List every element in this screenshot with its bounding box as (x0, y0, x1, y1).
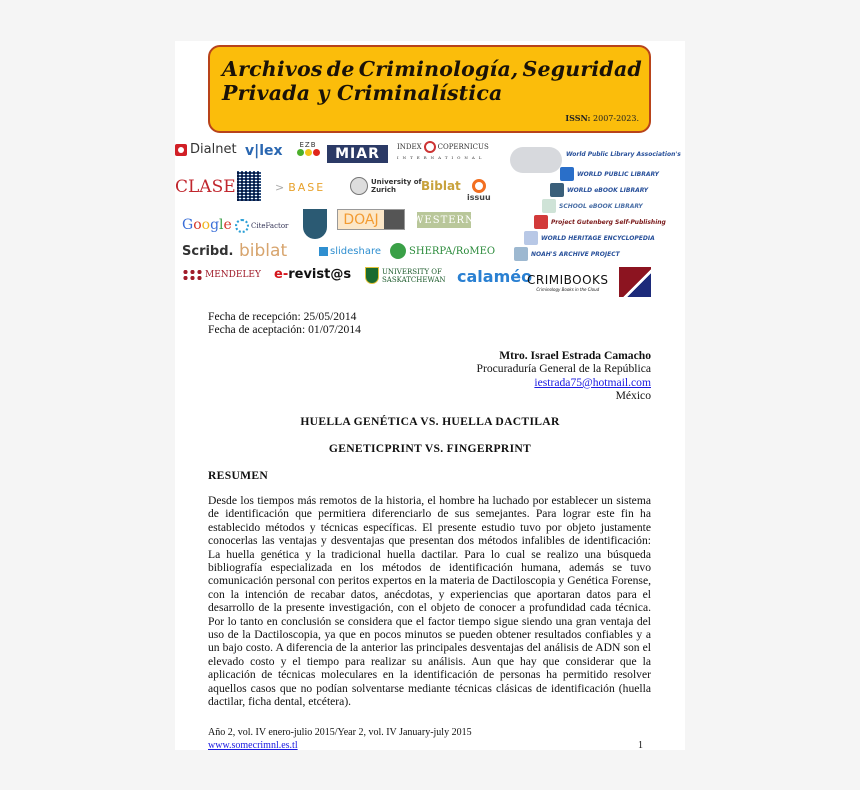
slideshare-label: slideshare (330, 246, 381, 257)
author-email-link[interactable]: iestrada75@hotmail.com (534, 375, 651, 389)
clase-logo: CLASE (175, 177, 236, 197)
wpla-label: WORLD PUBLIC LIBRARY (577, 170, 659, 178)
issn (565, 113, 639, 123)
journal-banner (208, 45, 651, 133)
wpla-label: World Public Library Association's (566, 151, 681, 158)
ezb-label: EZB (299, 141, 317, 149)
calameo-logo: calaméo (457, 267, 533, 286)
journal-title-line2: Privada y Criminalística (222, 81, 503, 105)
article-title-en: GENETICPRINT VS. FINGERPRINT (328, 442, 532, 455)
copernicus-sub: INTERNATIONAL (397, 155, 486, 160)
wpla-label: NOAH'S ARCHIVE PROJECT (531, 250, 620, 258)
author-block (477, 349, 651, 403)
zurich-seal-icon (350, 177, 368, 195)
journal-title-word: Criminología, (358, 57, 519, 81)
wpla-label: Project Gutenberg Self-Publishing (551, 218, 666, 226)
doaj-side-block (384, 210, 404, 229)
received-date: Fecha de recepción: 25/05/2014 (208, 310, 357, 323)
page-footer (208, 726, 651, 752)
traffic-light-icon (297, 149, 320, 156)
base-label: BASE (288, 181, 326, 194)
noahs-ark-icon (514, 247, 528, 261)
issn-label: ISSN: (565, 113, 591, 123)
dialnet-logo (175, 142, 237, 157)
copernicus-label-2: COPERNICUS (437, 143, 489, 151)
dialnet-label: Dialnet (190, 142, 237, 157)
sherpa-icon (390, 243, 406, 259)
mendeley-label: MENDELEY (205, 270, 261, 280)
encyclopedia-icon (524, 231, 538, 245)
mendeley-logo (182, 269, 261, 281)
abstract-heading: RESUMEN (208, 469, 269, 482)
issn-value: 2007-2023. (593, 114, 639, 123)
document-page (175, 41, 685, 750)
issuu-icon (472, 179, 486, 193)
school-icon (542, 199, 556, 213)
author-name: Mtro. Israel Estrada Camacho (499, 349, 651, 362)
western-logo: WESTERN (417, 212, 471, 228)
page-number: 1 (638, 740, 643, 751)
website-link[interactable]: www.somecrimnl.es.tl (208, 740, 298, 751)
crimibooks-tagline: Criminology Books in the Cloud (536, 287, 600, 292)
citefactor-label: CiteFactor (251, 222, 289, 230)
index-copernicus-logo (397, 141, 489, 165)
journal-title (222, 57, 642, 105)
journal-title-word: de (326, 57, 355, 81)
dialnet-icon (175, 144, 187, 156)
wpla-row (542, 199, 643, 213)
ebook-icon (550, 183, 564, 197)
usask-label-2: SASKATCHEWAN (382, 275, 446, 284)
wpla-row (560, 167, 659, 181)
qr-code-icon (237, 171, 261, 201)
biblat-logo-2: biblat (239, 241, 288, 261)
citefactor-icon (235, 219, 249, 233)
college-crest-icon (303, 209, 327, 239)
issuu-logo (467, 179, 491, 202)
accepted-date: Fecha de aceptación: 01/07/2014 (208, 323, 361, 337)
wpla-label: SCHOOL eBOOK LIBRARY (559, 202, 643, 210)
erevistas-label: revist@s (288, 267, 352, 282)
university-saskatchewan-logo (365, 267, 446, 284)
slideshare-icon (319, 247, 328, 256)
library-icon (560, 167, 574, 181)
doaj-logo (337, 209, 405, 230)
vlex-logo: v|lex (245, 143, 283, 159)
journal-title-word: Seguridad (522, 57, 642, 81)
author-country: México (615, 389, 651, 403)
cloud-icon (510, 147, 562, 173)
article-title-es: HUELLA GENÉTICA VS. HUELLA DACTILAR (300, 415, 560, 428)
journal-title-word: Archivos (222, 57, 323, 81)
scribd-logo: Scribd. (182, 244, 234, 259)
miar-logo: MIAR (327, 145, 388, 163)
slideshare-logo (319, 246, 381, 257)
wpla-label: WORLD eBOOK LIBRARY (567, 186, 649, 194)
google-scholar-logo: G o o g l e (182, 217, 232, 233)
base-logo (275, 181, 325, 194)
zurich-label-2: Zurich (371, 186, 397, 194)
wpla-row (534, 215, 666, 229)
usask-shield-icon (365, 267, 379, 284)
copernicus-seal-icon (424, 141, 436, 153)
submission-dates (208, 310, 361, 337)
wpla-row (514, 247, 620, 261)
issue-info: Año 2, vol. IV enero-julio 2015/Year 2, vol. IV January-july 2015 (208, 727, 472, 738)
wpla-label: WORLD HERITAGE ENCYCLOPEDIA (541, 234, 655, 242)
ezb-logo (295, 141, 321, 163)
sherpa-romeo-logo (390, 243, 495, 259)
chevron-icon: > (275, 181, 287, 194)
doaj-label: DOAJ (338, 210, 384, 229)
author-institution: Procuraduría General de la República (476, 362, 651, 376)
erevistas-logo (274, 267, 351, 282)
zurich-label-1: University of (371, 178, 422, 186)
wpla-row (566, 151, 681, 158)
usask-label-1: UNIVERSITY OF (382, 267, 442, 276)
erevistas-prefix: e- (274, 267, 289, 282)
gutenberg-icon (534, 215, 548, 229)
wpla-row (550, 183, 648, 197)
world-public-library-logo (510, 141, 680, 269)
mendeley-icon (182, 269, 202, 281)
sherpa-label: SHERPA/RoMEO (409, 245, 496, 257)
abstract-text: Desde los tiempos más remotos de la historia, el hombre ha luchado por establecer un sistema de identificación que permitiera diferenciarlo de sus semejantes. Para lograr este fin ha establecido métodos y técnicas específicas. El presente estudio tuvo por objeto justamente conocerlas las ventajas y desventajas que presentan dos métodos infalibles de identificación: La huella genética y la tradicional huella dactilar. Para lo cual se realizo una búsqueda bibliografía especializada en los métodos de identificación humana, además se tuvo comunicación personal con peritos expertos en la materia de Dactiloscopia y Genética Forense, con la intención de recabar datos, anécdotas, y experiencias que aportaran datos para el desarrollo de la presente investigación, con el objeto de conocer a profundidad cada técnica. Por lo tanto en conclusión se considera que el factor tiempo sigue siendo una gran ventaja del uso de la Dactiloscopia, ya que en pocos minutos se pueden obtener resultados confiables y a un bajo costo. A diferencia de la anterior las principales desventajas del análisis de ADN son el elevado costo y el tiempo para realizar su análisis. Aun que hay que considerar que la aplicación de técnicas moleculares en la identificación de personas ha permitido resolver aquellos casos que no podían solventarse mediante técnicas clásicas de identificación (huella dactilar, ficha dental, etcétera). (208, 494, 651, 709)
crimibooks-label: CRIMIBOOKS (527, 273, 609, 287)
crimibooks-logo (527, 273, 609, 292)
citefactor-logo (235, 219, 288, 233)
issuu-label: issuu (467, 193, 491, 202)
university-zurich-logo (350, 177, 422, 195)
biblat-logo: Biblat (421, 179, 461, 193)
copernicus-label: INDEX (397, 143, 422, 151)
y-logo-icon (619, 267, 651, 297)
wpla-row (524, 231, 655, 245)
